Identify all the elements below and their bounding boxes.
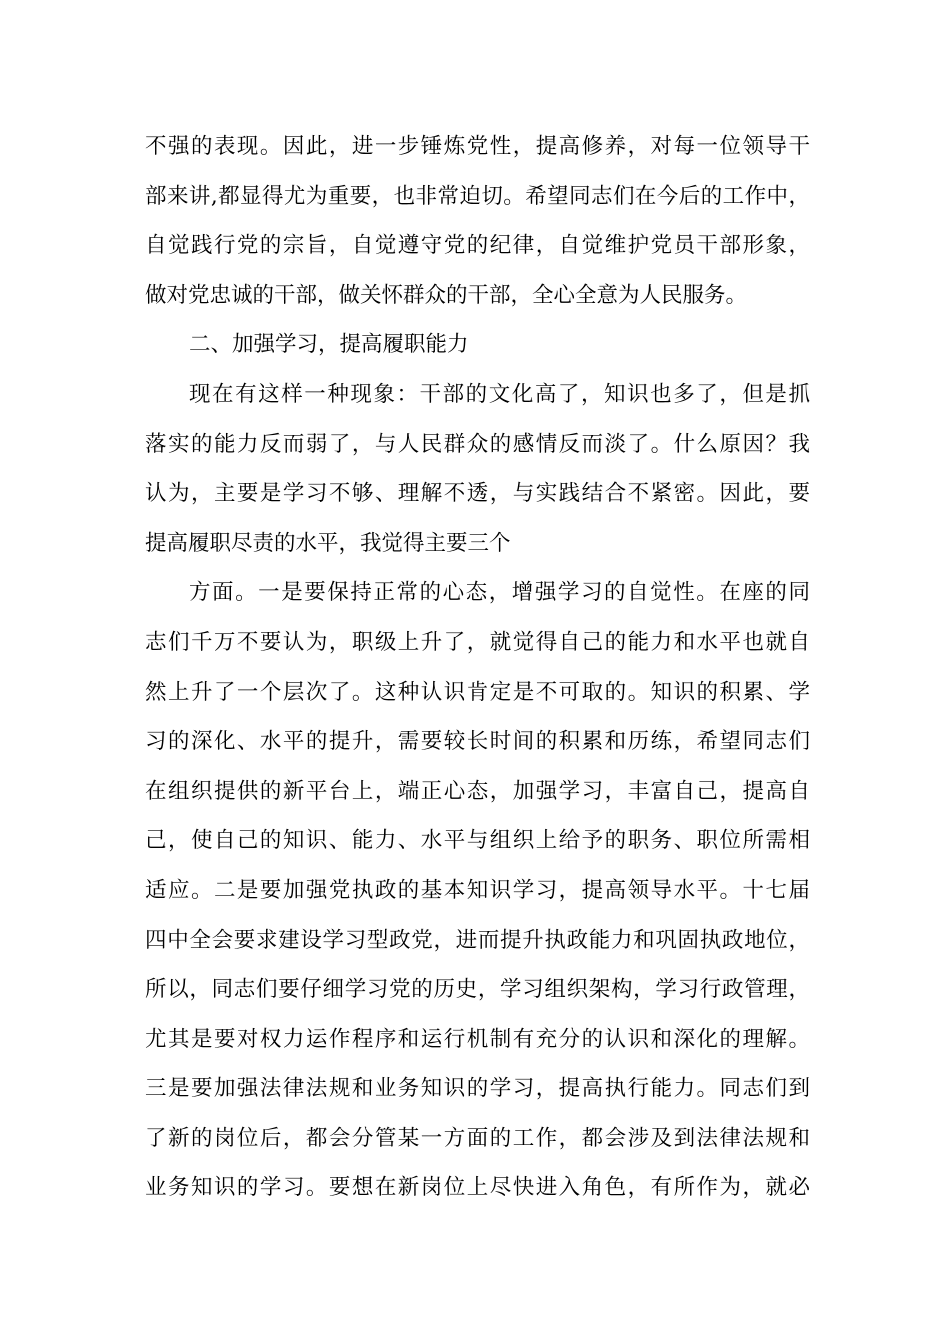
text-line: 现在有这样一种现象：干部的文化高了，知识也多了，但是抓 (189, 381, 810, 407)
text-line: 了新的岗位后，都会分管某一方面的工作，都会涉及到法律法规和 (145, 1125, 810, 1151)
text-line: 三是要加强法律法规和业务知识的学习，提高执行能力。同志们到 (145, 1076, 810, 1102)
text-line: 尤其是要对权力运作程序和运行机制有充分的认识和深化的理解。 (145, 1026, 810, 1052)
text-line: 适应。二是要加强党执政的基本知识学习，提高领导水平。十七届 (145, 877, 810, 903)
text-line: 落实的能力反而弱了，与人民群众的感情反而淡了。什么原因？我 (145, 431, 810, 457)
text-line: 做对党忠诚的干部，做关怀群众的干部，全心全意为人民服务。 (145, 282, 748, 308)
section-heading: 二、加强学习，提高履职能力 (189, 332, 469, 358)
text-line: 自觉践行党的宗旨，自觉遵守党的纪律，自觉维护党员干部形象， (145, 233, 810, 259)
text-line: 四中全会要求建设学习型政党，进而提升执政能力和巩固执政地位， (145, 927, 810, 953)
text-line: 然上升了一个层次了。这种认识肯定是不可取的。知识的积累、学 (145, 679, 810, 705)
document-body (145, 122, 810, 1213)
text-line: 己，使自己的知识、能力、水平与组织上给予的职务、职位所需相 (145, 828, 810, 854)
text-line: 部来讲,都显得尤为重要，也非常迫切。希望同志们在今后的工作中， (145, 183, 810, 209)
text-line: 在组织提供的新平台上，端正心态，加强学习，丰富自己，提高自 (145, 778, 810, 804)
text-line: 所以，同志们要仔细学习党的历史，学习组织架构，学习行政管理， (145, 977, 810, 1003)
text-line: 习的深化、水平的提升，需要较长时间的积累和历练，希望同志们 (145, 729, 810, 755)
text-line: 提高履职尽责的水平，我觉得主要三个 (145, 530, 511, 556)
text-line: 方面。一是要保持正常的心态，增强学习的自觉性。在座的同 (189, 580, 810, 606)
text-line: 业务知识的学习。要想在新岗位上尽快进入角色，有所作为，就必 (145, 1175, 810, 1201)
text-line: 认为，主要是学习不够、理解不透，与实践结合不紧密。因此，要 (145, 481, 810, 507)
text-line: 不强的表现。因此，进一步锤炼党性，提高修养，对每一位领导干 (145, 134, 810, 159)
text-line: 志们千万不要认为，职级上升了，就觉得自己的能力和水平也就自 (145, 629, 810, 655)
